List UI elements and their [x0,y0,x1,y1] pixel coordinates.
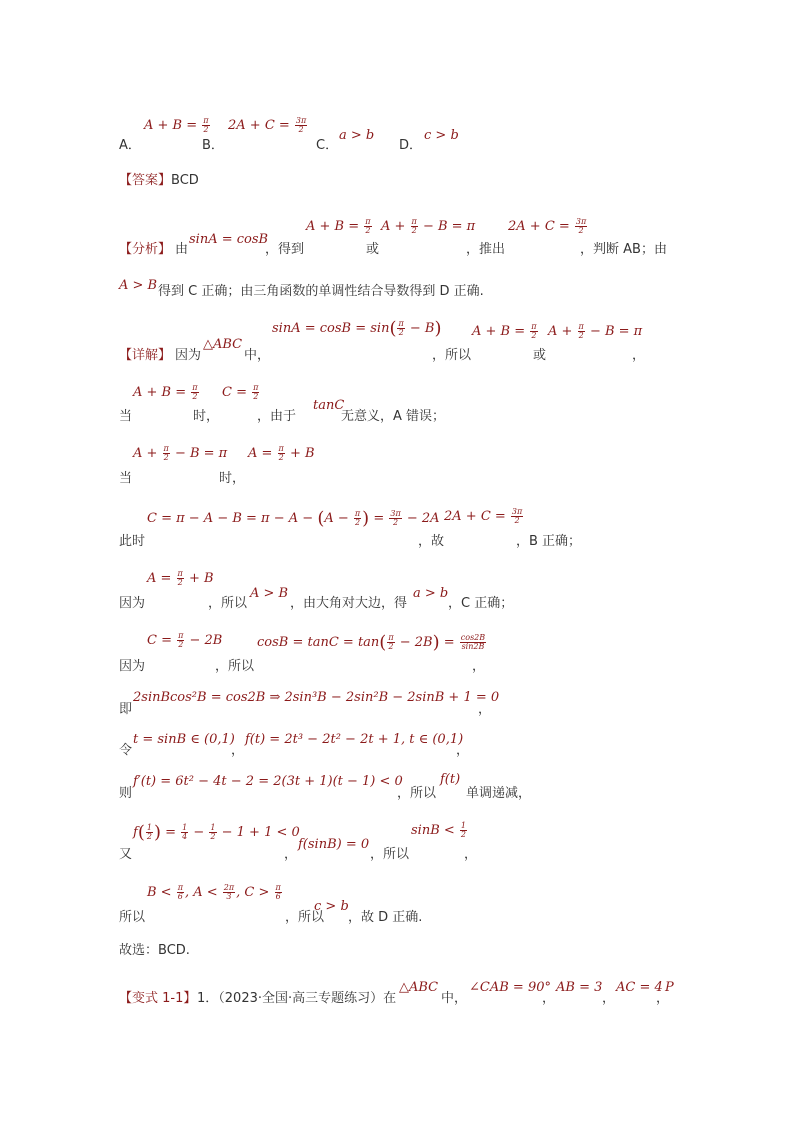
answer-line [119,174,754,187]
detail-math: t = sinB ∈ (0,1) [133,732,235,747]
detail-text: 因为 [175,348,202,363]
detail-math: C = $\frac{\pi}{2}$ − 2B [147,631,223,649]
detail-text: ， [478,702,492,717]
detail-text: 因为 [119,659,146,674]
analysis-math-3: A + $\frac{\pi}{2}$ − B = π [381,217,476,235]
answer-label: 【答案】 [119,173,172,188]
analysis-math-5: A > B [119,278,158,293]
analysis-math-2: A + B = $\frac{\pi}{2}$ [306,217,371,235]
analysis-math-1: sinA = cosB [189,232,269,247]
detail-math: A > B [250,586,289,601]
variant-text: 1．（2023·全国·高三专题练习）在 [197,991,397,1006]
detail-text: 时， [193,409,220,424]
variant-math: P [665,980,674,995]
option-a-label: A． [119,138,141,153]
conclusion: 故选：BCD. [119,943,190,958]
detail-math: C = $\frac{\pi}{2}$ [222,383,259,401]
detail-math: A = $\frac{\pi}{2}$ + B [147,569,214,587]
detail-text: ， [472,659,486,674]
variant-math: AC = 4 [616,980,663,995]
variant-label: 【变式 1-1】 [119,991,197,1006]
detail-text: ，B 正确； [516,534,582,549]
option-b-math: 2A + C = $\frac{3\pi}{2}$ [228,116,307,134]
detail-math: C = π − A − B = π − A − (A − $\frac{\pi}{2}$ ) = $\frac{3\pi}{2}$ − 2A [147,508,440,529]
detail-text: 又 [119,847,133,862]
detail-text: 即 [119,702,133,717]
detail-text: ，所以 [370,847,410,862]
variant-text: ， [656,991,670,1006]
variant-math: AB = 3 [556,980,603,995]
detail-text: 时， [219,471,246,486]
variant-text: 中， [441,991,468,1006]
detail-math: cosB = tanC = tan( $\frac{\pi}{2}$ − 2B) = $\frac{\cos 2B}{\sin 2B}$ [257,632,486,653]
detail-math: 2sinBcos²B = cos2B ⇒ 2sin³B − 2sin²B − 2sinB + 1 = 0 [133,690,500,705]
analysis-text: ，推出 [466,242,506,257]
detail-text: ，C 正确； [448,596,514,611]
variant-math: △ABC [399,980,439,995]
analysis-text: ，得到 [265,242,305,257]
detail-text: ，所以 [397,786,437,801]
detail-text: ，由于 [257,409,297,424]
detail-text: 令 [119,743,133,758]
detail-text: ，由大角对大边，得 [290,596,408,611]
detail-text: 因为 [119,596,146,611]
detail-label: 【详解】 [119,348,172,363]
detail-text: ， [231,743,245,758]
detail-text: 无意义，A 错误； [341,409,446,424]
option-a-math: A + B = $\frac{\pi}{2}$ [144,116,209,134]
detail-text: ，所以 [285,910,325,925]
detail-text: 则 [119,786,133,801]
analysis-label: 【分析】 [119,242,172,257]
detail-math: 2A + C = $\frac{3\pi}{2}$ [444,507,523,525]
analysis-text: 或 [366,242,380,257]
variant-text: ， [542,991,556,1006]
analysis-text: ，判断 AB；由 [580,242,667,257]
detail-text: ， [632,348,646,363]
detail-text: 中， [244,348,271,363]
detail-text: 当 [119,471,133,486]
analysis-math-4: 2A + C = $\frac{3\pi}{2}$ [508,217,587,235]
detail-text: ，故 [418,534,445,549]
option-d-label: D． [399,138,423,153]
detail-math-4: A + $\frac{\pi}{2}$ − B = π [548,322,643,340]
detail-math: A + $\frac{\pi}{2}$ − B = π [133,444,228,462]
detail-text: 所以 [119,910,146,925]
detail-text: 此时 [119,534,146,549]
detail-text: 当 [119,409,133,424]
detail-math: a > b [413,586,449,601]
detail-math: sinB < $\frac{1}{2}$ [411,821,467,839]
detail-math: A = $\frac{\pi}{2}$ + B [248,444,315,462]
detail-math: B < $\frac{\pi}{6}$ , A < $\frac{2\pi}{3}$ , C > $\frac{\pi}{6}$ [147,883,281,901]
detail-math: f′(t) = 6t² − 4t − 2 = 2(3t + 1)(t − 1) < 0 [133,774,403,789]
detail-text: ，所以 [432,348,472,363]
detail-math: tanC [313,398,345,413]
detail-text: 或 [533,348,547,363]
option-c-label: C． [316,138,339,153]
detail-math: A + B = $\frac{\pi}{2}$ [133,383,198,401]
detail-text: ，所以 [215,659,255,674]
detail-text: ，所以 [208,596,248,611]
option-c-math: a > b [339,128,375,143]
answer-value: BCD [171,173,199,188]
detail-text: ， [284,847,298,862]
option-b-label: B． [202,138,224,153]
variant-text: ， [602,991,616,1006]
detail-text: ， [464,847,478,862]
detail-math-2: sinA = cosB = sin( $\frac{\pi}{2}$ − B) [272,318,442,339]
detail-math: f(t) [440,772,461,787]
detail-math-3: A + B = $\frac{\pi}{2}$ [472,322,537,340]
detail-text: 单调递减， [466,786,532,801]
detail-math: f(t) = 2t³ − 2t² − 2t + 1, t ∈ (0,1) [245,732,464,747]
option-d-math: c > b [424,128,459,143]
analysis-text: 由 [175,242,189,257]
detail-math: c > b [314,899,349,914]
detail-text: ，故 D 正确. [348,910,423,925]
detail-math: f(sinB) = 0 [298,837,370,852]
detail-math-1: △ABC [203,337,243,352]
analysis-text: 得到 C 正确；由三角函数的单调性结合导数得到 D 正确. [158,284,484,299]
variant-math: ∠CAB = 90° [469,980,551,995]
detail-text: ， [456,743,470,758]
detail-math: f( $\frac{1}{2}$ ) = $\frac{1}{4}$ − $\frac{1}{2}$ − 1 + 1 < 0 [133,822,300,843]
